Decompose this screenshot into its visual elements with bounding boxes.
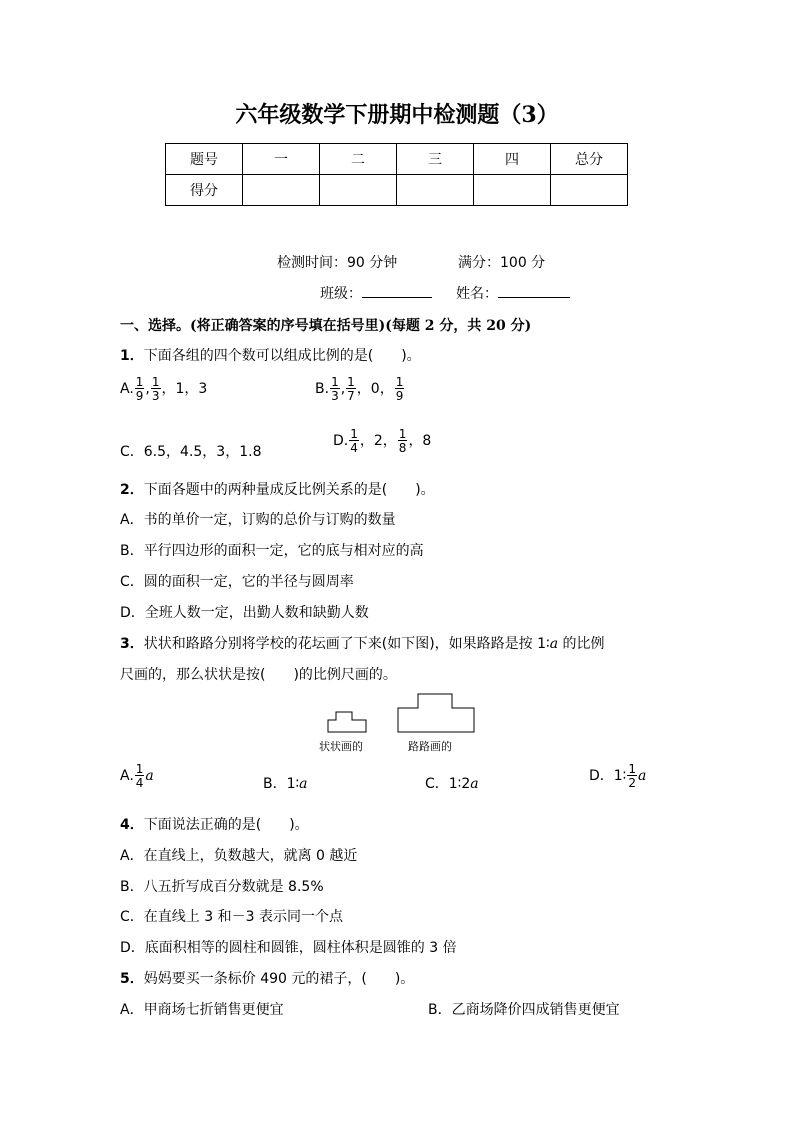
q3-option-c	[425, 773, 479, 793]
q5-option-a: A．甲商场七折销售更便宜	[120, 1002, 284, 1018]
q5-option-b: B．乙商场降价四成销售更便宜	[428, 1002, 620, 1018]
fraction: $\frac{1}{7}$	[347, 375, 355, 403]
exam-time: 检测时间：90 分钟	[277, 255, 398, 271]
question-3	[120, 633, 605, 653]
question-text: 下面说法正确的是( )。	[143, 817, 309, 833]
score-header-cell: 题号	[166, 144, 243, 175]
option-label: B.	[315, 381, 330, 397]
q1-option-b: B. $\frac{1}{3}$ , $\frac{1}{7}$ ，0， $\frac{1}{9}$	[315, 375, 404, 403]
question-number: 4．	[120, 817, 144, 833]
full-score: 满分：100 分	[458, 255, 546, 271]
fraction: $\frac{1}{3}$	[151, 375, 160, 403]
name-label: 姓名：	[456, 286, 498, 302]
question-number: 1．	[120, 348, 144, 364]
question-text: 状状和路路分别将学校的花坛画了下来(如下图)，如果路路是按 1∶	[143, 636, 550, 652]
q2-option-b: B．平行四边形的面积一定，它的底与相对应的高	[120, 543, 424, 559]
score-cell[interactable]	[551, 175, 628, 206]
score-header-cell: 一	[243, 144, 320, 175]
question-3-cont: 尺画的，那么状状是按( )的比例尺画的。	[120, 667, 397, 683]
score-cell[interactable]	[320, 175, 397, 206]
option-text: ，8	[408, 433, 432, 449]
question-text: 下面各组的四个数可以组成比例的是( )。	[143, 348, 421, 364]
fraction: $\frac{1}{8}$	[398, 427, 407, 455]
question-2	[120, 479, 435, 499]
question-1	[120, 345, 421, 365]
q3-option-b	[263, 773, 308, 793]
q2-option-c: C．圆的面积一定，它的半径与圆周率	[120, 574, 354, 590]
option-text: ，1，3	[161, 381, 208, 397]
q2-option-a: A．书的单价一定，订购的总价与订购的数量	[120, 512, 396, 528]
question-text: 的比例	[558, 636, 605, 652]
variable-a: a	[145, 768, 154, 784]
option-text: ，0，	[356, 381, 394, 397]
section-heading: 一、选择。(将正确答案的序号填在括号里)(每题 2 分，共 20 分)	[120, 318, 532, 334]
option-text: B．1∶	[263, 776, 300, 792]
variable-a: a	[549, 636, 559, 652]
score-row-label: 得分	[166, 175, 243, 206]
option-label: A.	[120, 768, 134, 784]
option-text: ，2，	[359, 433, 397, 449]
question-number: 3．	[120, 636, 144, 652]
score-cell[interactable]	[397, 175, 474, 206]
caption-zhuangzhuang: 状状画的	[319, 740, 363, 753]
score-header-cell: 二	[320, 144, 397, 175]
class-blank[interactable]	[362, 297, 432, 298]
fraction: $\frac{1}{3}$	[331, 375, 339, 403]
q2-option-d: D．全班人数一定，出勤人数和缺勤人数	[120, 605, 369, 621]
question-number: 5．	[120, 971, 144, 987]
fraction: $\frac{1}{2}$	[628, 762, 636, 790]
class-field	[320, 283, 432, 303]
name-field	[456, 283, 570, 303]
option-label: D.	[333, 433, 349, 449]
fraction: $\frac{1}{4}$	[350, 427, 358, 455]
fraction: $\frac{1}{9}$	[135, 375, 144, 403]
q4-option-d: D．底面积相等的圆柱和圆锥，圆柱体积是圆锥的 3 倍	[120, 940, 457, 956]
q1-option-c: C．6.5，4.5，3，1.8	[120, 444, 262, 460]
q4-option-c: C．在直线上 3 和－3 表示同一个点	[120, 909, 343, 925]
score-cell[interactable]	[243, 175, 320, 206]
class-label: 班级：	[320, 286, 362, 302]
score-cell[interactable]	[474, 175, 551, 206]
q3-option-d	[589, 763, 646, 789]
score-header-cell: 四	[474, 144, 551, 175]
q1-option-d	[333, 428, 431, 454]
score-header-cell: 三	[397, 144, 474, 175]
zhuangzhuang-drawing	[328, 712, 366, 732]
question-number: 2．	[120, 482, 144, 498]
question-text: 下面各题中的两种量成反比例关系的是( )。	[143, 482, 435, 498]
score-table-header-row	[166, 144, 628, 175]
variable-a: a	[470, 776, 479, 792]
caption-lulu: 路路画的	[408, 740, 452, 753]
fraction: $\frac{1}{9}$	[395, 375, 404, 403]
name-blank[interactable]	[498, 297, 570, 298]
flowerbed-figure	[320, 690, 485, 734]
option-text: C．1∶2	[425, 776, 471, 792]
score-table-row	[166, 175, 628, 206]
question-text: 妈妈要买一条标价 490 元的裙子，( )。	[143, 971, 415, 987]
q3-option-a	[120, 763, 154, 789]
page-title: 六年级数学下册期中检测题（3）	[235, 102, 559, 128]
option-text: D．1∶	[589, 768, 627, 784]
score-table	[165, 143, 628, 206]
question-4	[120, 814, 309, 834]
variable-a: a	[637, 768, 647, 784]
question-5	[120, 968, 414, 988]
q4-option-a: A．在直线上，负数越大，就离 0 越近	[120, 848, 358, 864]
lulu-drawing	[398, 694, 474, 732]
option-label: A.	[120, 381, 134, 397]
variable-a: a	[299, 776, 308, 792]
score-header-cell: 总分	[551, 144, 628, 175]
fraction: $\frac{1}{4}$	[135, 762, 144, 790]
q4-option-b: B．八五折写成百分数就是 8.5%	[120, 879, 324, 895]
q1-option-a: A. $\frac{1}{9}$ , $\frac{1}{3}$ ，1，3	[120, 375, 208, 403]
